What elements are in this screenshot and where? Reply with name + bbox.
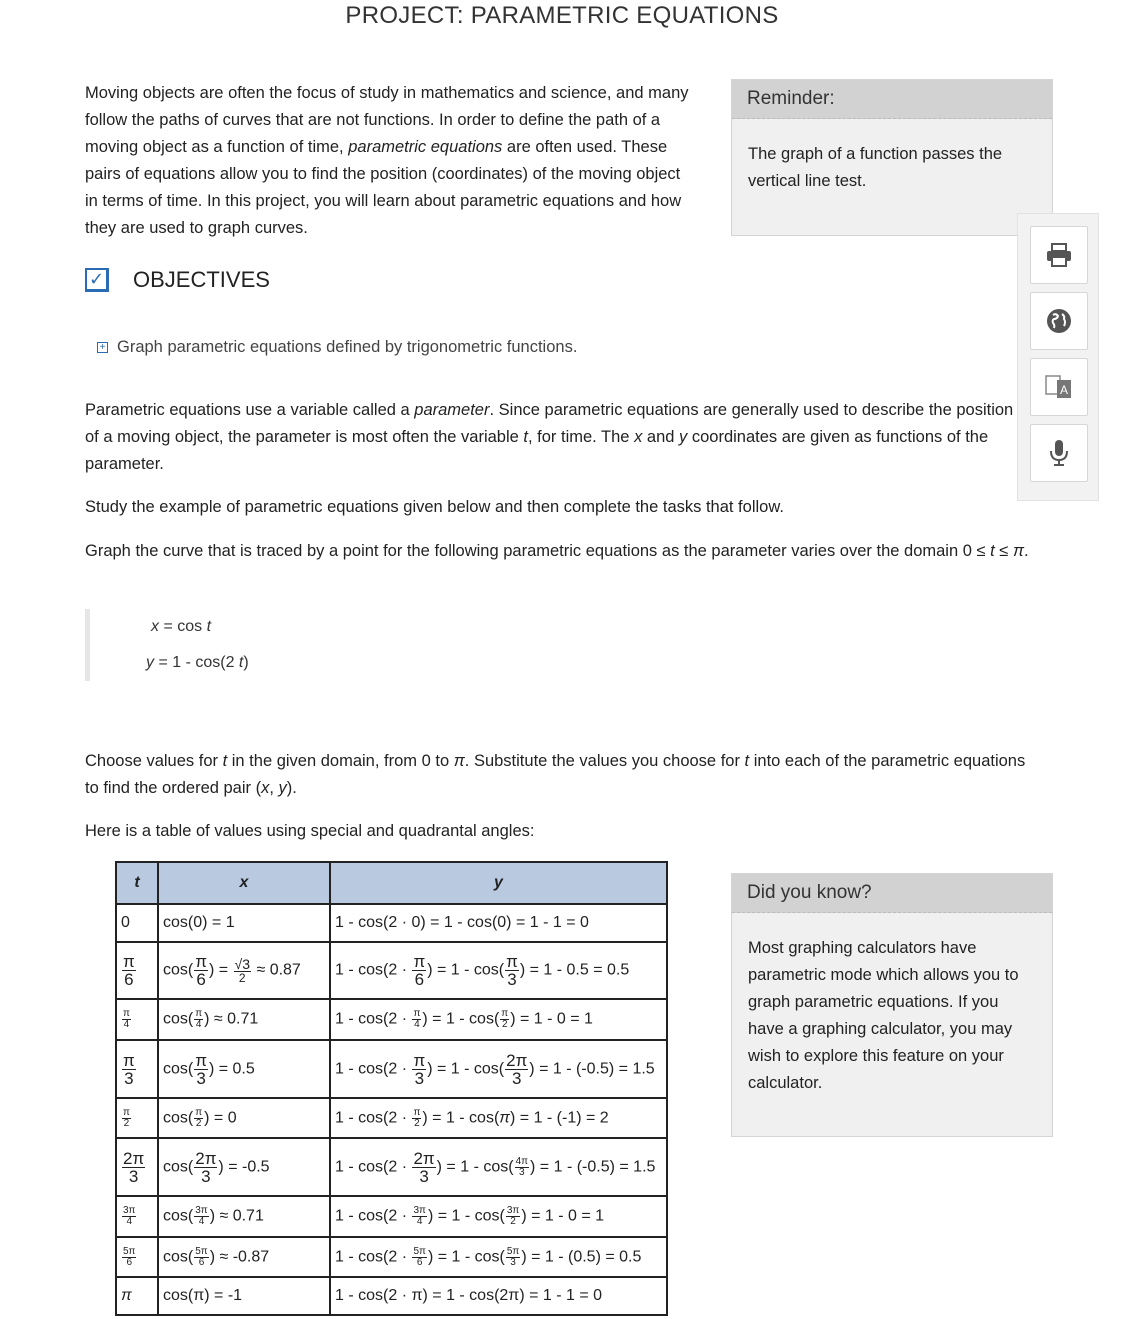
table-row: $\frac{\pi}{3}$ cos( $\frac{\pi}{3}$ ) = 0.5 1 - cos(2 · $\frac{\pi}{3}$ ) = 1 - cos( $\frac{2\pi}{3}$ ) = 1 - (-0.5) = 1.5 xyxy=(116,1040,667,1098)
header-x: x xyxy=(158,862,330,904)
graph-task-paragraph: Graph the curve that is traced by a point for the following parametric equations as the parameter varies over the domain 0 ≤ t ≤ π. xyxy=(85,542,1029,560)
reminder-box xyxy=(731,79,1053,236)
study-paragraph: Study the example of parametric equations given below and then complete the tasks that follow. xyxy=(85,498,784,516)
print-button[interactable] xyxy=(1030,226,1088,284)
values-table xyxy=(115,861,668,1316)
y-equation: y = 1 - cos(2 t) xyxy=(146,654,249,671)
equation-block xyxy=(85,609,249,681)
intro-paragraph: Moving objects are often the focus of study in mathematics and science, and many follow the paths of curves that are not functions. In order to define the path of a moving object as a function of time, parametric equations are often used. These pairs of equations allow you to find the position (coordinates) of the moving object in terms of time. In this project, you will learn about parametric equations and how they are used to graph curves. xyxy=(85,84,689,237)
did-you-know-title: Did you know? xyxy=(732,874,1052,913)
table-row: $\frac{\pi}{6}$ cos( $\frac{\pi}{6}$ ) = $\frac{√3}{2}$ ≈ 0.87 1 - cos(2 · $\frac{\pi}{6}$ ) = 1 - cos( $\frac{\pi}{3}$ ) = 1 - 0.5 = 0.5 xyxy=(116,942,667,999)
table-row: $\frac{5\pi}{6}$ cos( $\frac{5\pi}{6}$ ) ≈ -0.87 1 - cos(2 · $\frac{5\pi}{6}$ ) = 1 - cos( $\frac{5\pi}{3}$ ) = 1 - (0.5) = 0.5 xyxy=(116,1237,667,1277)
header-t: t xyxy=(116,862,158,904)
objectives-header xyxy=(85,265,270,295)
printer-icon xyxy=(1046,243,1072,267)
svg-text:A: A xyxy=(1059,383,1069,397)
header-y: y xyxy=(330,862,667,904)
did-you-know-box xyxy=(731,873,1053,1137)
objectives-title: OBJECTIVES xyxy=(133,267,270,292)
globe-icon xyxy=(1046,308,1072,334)
page-title: PROJECT: PARAMETRIC EQUATIONS xyxy=(345,2,779,29)
table-row: 0 cos(0) = 1 1 - cos(2 · 0) = 1 - cos(0) = 1 - 1 = 0 xyxy=(116,904,667,942)
x-equation: x = cos t xyxy=(151,618,212,635)
read-aloud-button[interactable] xyxy=(1030,424,1088,482)
table-row: $\frac{\pi}{4}$ cos( $\frac{\pi}{4}$ ) ≈ 0.71 1 - cos(2 · $\frac{\pi}{4}$ ) = 1 - cos( $\frac{\pi}{2}$ ) = 1 - 0 = 1 xyxy=(116,999,667,1040)
microphone-icon xyxy=(1049,439,1069,467)
table-row: $\frac{\pi}{2}$ cos( $\frac{\pi}{2}$ ) = 0 1 - cos(2 · $\frac{\pi}{2}$ ) = 1 - cos(π) = 1 - (-1) = 2 xyxy=(116,1098,667,1138)
table-row: π cos(π) = -1 1 - cos(2 · π) = 1 - cos(2π) = 1 - 1 = 0 xyxy=(116,1277,667,1315)
translate-icon xyxy=(1045,374,1073,400)
checkbox-icon: ✓ xyxy=(85,268,109,292)
objective-item[interactable]: + Graph parametric equations defined by trigonometric functions. xyxy=(97,338,577,357)
translate-page-button[interactable] xyxy=(1030,292,1088,350)
table-row: $\frac{2\pi}{3}$ cos( $\frac{2\pi}{3}$ ) = -0.5 1 - cos(2 · $\frac{2\pi}{3}$ ) = 1 - cos( $\frac{4\pi}{3}$ ) = 1 - (-0.5) = 1.5 xyxy=(116,1138,667,1196)
reminder-text: The graph of a function passes the vertical line test. xyxy=(748,145,1003,190)
choose-values-paragraph: Choose values for t in the given domain, from 0 to π. Substitute the values you choose for t into each of the parametric equations to find the ordered pair (x, y). xyxy=(85,752,1026,797)
expand-icon: + xyxy=(97,342,108,353)
parameter-paragraph: Parametric equations use a variable called a parameter. Since parametric equations are generally used to describe the position of a moving object, the parameter is most often the variable t, for time. The x and y coordinates are given as functions of the parameter. xyxy=(85,401,1014,473)
table-header-row xyxy=(116,862,667,904)
reminder-title: Reminder: xyxy=(732,80,1052,119)
language-button[interactable] xyxy=(1030,358,1088,416)
did-you-know-text: Most graphing calculators have parametric mode which allows you to graph parametric equations. If you have a graphing calculator, you may wish to explore this feature on your calculator. xyxy=(748,939,1019,1092)
table-intro: Here is a table of values using special and quadrantal angles: xyxy=(85,822,535,840)
accessibility-toolbar xyxy=(1017,213,1099,501)
table-row: $\frac{3\pi}{4}$ cos( $\frac{3\pi}{4}$ ) ≈ 0.71 1 - cos(2 · $\frac{3\pi}{4}$ ) = 1 - cos( $\frac{3\pi}{2}$ ) = 1 - 0 = 1 xyxy=(116,1196,667,1237)
